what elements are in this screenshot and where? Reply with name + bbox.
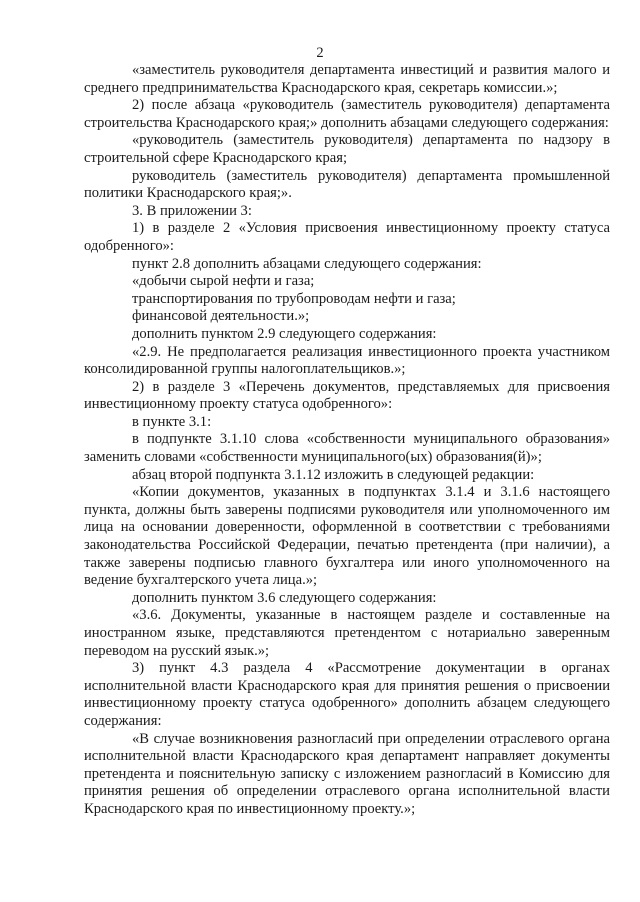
paragraph: в подпункте 3.1.10 слова «собственности муниципального образования» заменить словами «собственности муниципального(ых) образования(й)»;: [84, 431, 610, 466]
paragraph: «руководитель (заместитель руководителя) департамента по надзору в строительной сфере Краснодарского края;: [84, 132, 610, 166]
document-body: [84, 62, 610, 819]
paragraph: «2.9. Не предполагается реализация инвестиционного проекта участником консолидированной группы налогоплательщиков.»;: [84, 343, 610, 378]
paragraph: пункт 2.8 дополнить абзацами следующего содержания:: [132, 255, 482, 272]
paragraph: дополнить пунктом 3.6 следующего содержания:: [132, 589, 437, 606]
paragraph: «Копии документов, указанных в подпунктах 3.1.4 и 3.1.6 настоящего пункта, должны быть заверены подписями руководителя или уполномоченного им лица на основании доверенности, оформленной в соответствии с требованиями законодательства Российской Федерации, печатью претендента (при наличии), а также заверены подписью главного бухгалтера или иного уполномоченного на ведение бухгалтерского учета лица.»;: [84, 484, 610, 589]
paragraph: 3. В приложении 3:: [132, 202, 252, 219]
paragraph: финансовой деятельности.»;: [132, 308, 310, 325]
paragraph: 2) в разделе 3 «Перечень документов, представляемых для присвоения инвестиционному проекту статуса одобренного»:: [84, 378, 610, 413]
paragraph: в пункте 3.1:: [132, 413, 212, 430]
paragraph: 1) в разделе 2 «Условия присвоения инвестиционному проекту статуса одобренного»:: [84, 220, 610, 254]
paragraph: транспортирования по трубопроводам нефти и газа;: [132, 290, 456, 307]
paragraph: дополнить пунктом 2.9 следующего содержания:: [132, 325, 437, 342]
paragraph: «В случае возникновения разногласий при определении отраслевого органа исполнительной власти Краснодарского края департамент направляет документы претендента и пояснительную записку с изложением разногласий в Комиссию для принятия решения об определении отраслевого органа исполнительной власти Краснодарского края по инвестиционному проекту.»;: [84, 730, 610, 817]
paragraph: абзац второй подпункта 3.1.12 изложить в следующей редакции:: [132, 466, 535, 483]
paragraph: «3.6. Документы, указанные в настоящем разделе и составленные на иностранном языке, представляются претендентом с нотариально заверенным переводом на русский язык.»;: [84, 607, 610, 659]
paragraph: 3) пункт 4.3 раздела 4 «Рассмотрение документации в органах исполнительной власти Краснодарского края для принятия решения о присвоении инвестиционному проекту статуса одобренного» дополнить абзацем следующего содержания:: [84, 660, 610, 729]
paragraph: руководитель (заместитель руководителя) департамента промышленной политики Краснодарского края;».: [84, 167, 610, 202]
paragraph: «заместитель руководителя департамента инвестиций и развития малого и среднего предпринимательства Краснодарского края, секретарь комиссии.»;: [84, 62, 610, 96]
paragraph: «добычи сырой нефти и газа;: [132, 273, 315, 290]
paragraph: 2) после абзаца «руководитель (заместитель руководителя) департамента строительства Краснодарского края;» дополнить абзацами следующего содержания:: [84, 97, 610, 131]
page-number: 2: [316, 45, 324, 61]
